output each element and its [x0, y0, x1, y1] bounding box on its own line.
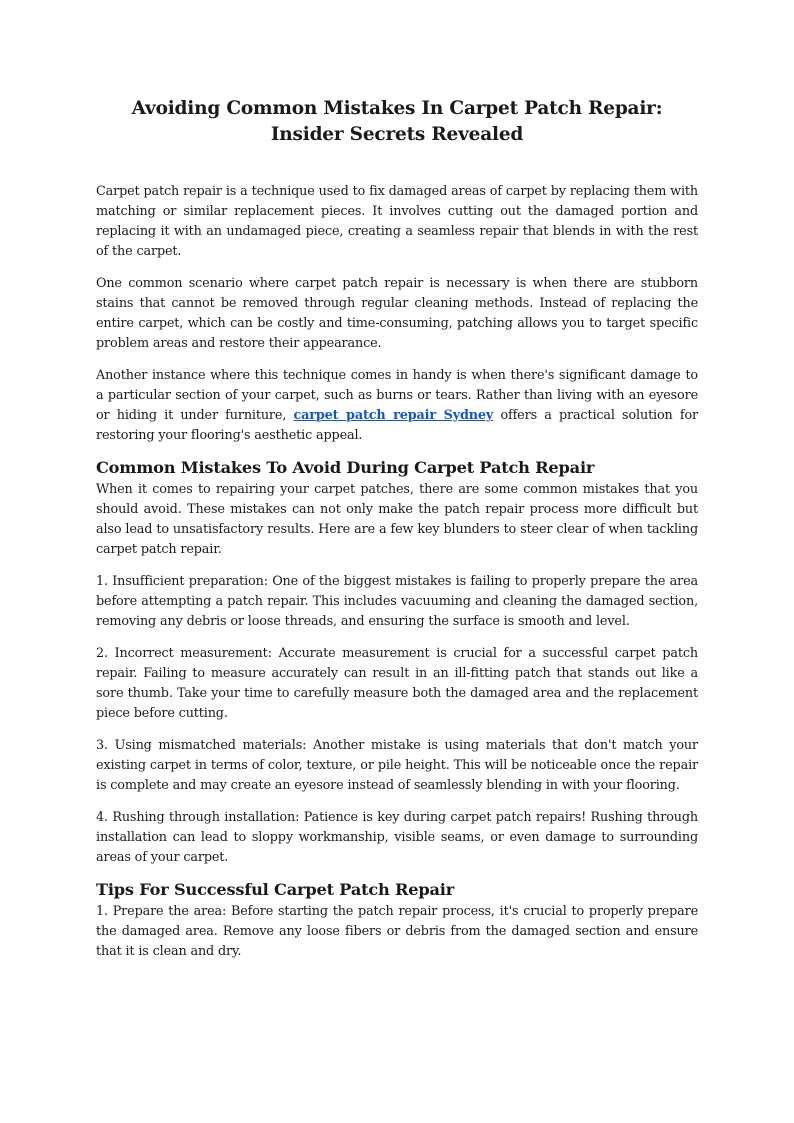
document-page — [96, 96, 698, 974]
carpet-patch-repair-link[interactable]: carpet patch repair Sydney — [293, 408, 494, 423]
link-paragraph-before: Another instance where this technique comes in handy is when there's significant damage to a particular section of your carpet, such as burns or tears. Rather than living with an eyesore or hiding it under furniture, — [96, 368, 698, 423]
section-paragraph: 3. Using mismatched materials: Another mistake is using materials that don't match your existing carpet in terms of color, texture, or pile height. This will be noticeable once the repair is complete and may create an eyesore instead of seamlessly blending in with your flooring. — [96, 738, 698, 793]
page-title: Avoiding Common Mistakes In Carpet Patch Repair: Insider Secrets Revealed — [131, 98, 663, 145]
intro-paragraph: One common scenario where carpet patch repair is necessary is when there are stubborn stains that cannot be removed through regular cleaning methods. Instead of replacing the entire carpet, which can be costly and time-consuming, patching allows you to target specific problem areas and restore their appearance. — [96, 276, 698, 351]
section-paragraph: 1. Insufficient preparation: One of the biggest mistakes is failing to properly prepare the area before attempting a patch repair. This includes vacuuming and cleaning the damaged section, removing any debris or loose threads, and ensuring the surface is smooth and level. — [96, 574, 698, 629]
link-paragraph-after: offers a practical solution for restoring your flooring's aesthetic appeal. — [96, 408, 698, 443]
intro-paragraph: Carpet patch repair is a technique used to fix damaged areas of carpet by replacing them with matching or similar replacement pieces. It involves cutting out the damaged portion and replacing it with an undamaged piece, creating a seamless repair that blends in with the rest of the carpet. — [96, 184, 698, 259]
section-paragraph: 1. Prepare the area: Before starting the patch repair process, it's crucial to properly prepare the damaged area. Remove any loose fibers or debris from the damaged section and ensure that it is clean and dry. — [96, 904, 698, 959]
section-paragraph: 2. Incorrect measurement: Accurate measurement is crucial for a successful carpet patch repair. Failing to measure accurately can result in an ill-fitting patch that stands out like a sore thumb. Take your time to carefully measure both the damaged area and the replacement piece before cutting. — [96, 646, 698, 721]
section-paragraph: 4. Rushing through installation: Patience is key during carpet patch repairs! Rushing through installation can lead to sloppy workmanship, visible seams, or even damage to surrounding areas of your carpet. — [96, 810, 698, 865]
section-heading-common-mistakes: Common Mistakes To Avoid During Carpet Patch Repair — [96, 458, 595, 477]
link-paragraph — [96, 366, 698, 446]
section-paragraph: When it comes to repairing your carpet patches, there are some common mistakes that you should avoid. These mistakes can not only make the patch repair process more difficult but also lead to unsatisfactory results. Here are a few key blunders to steer clear of when tackling carpet patch repair. — [96, 482, 698, 557]
section-heading-tips: Tips For Successful Carpet Patch Repair — [96, 880, 455, 899]
